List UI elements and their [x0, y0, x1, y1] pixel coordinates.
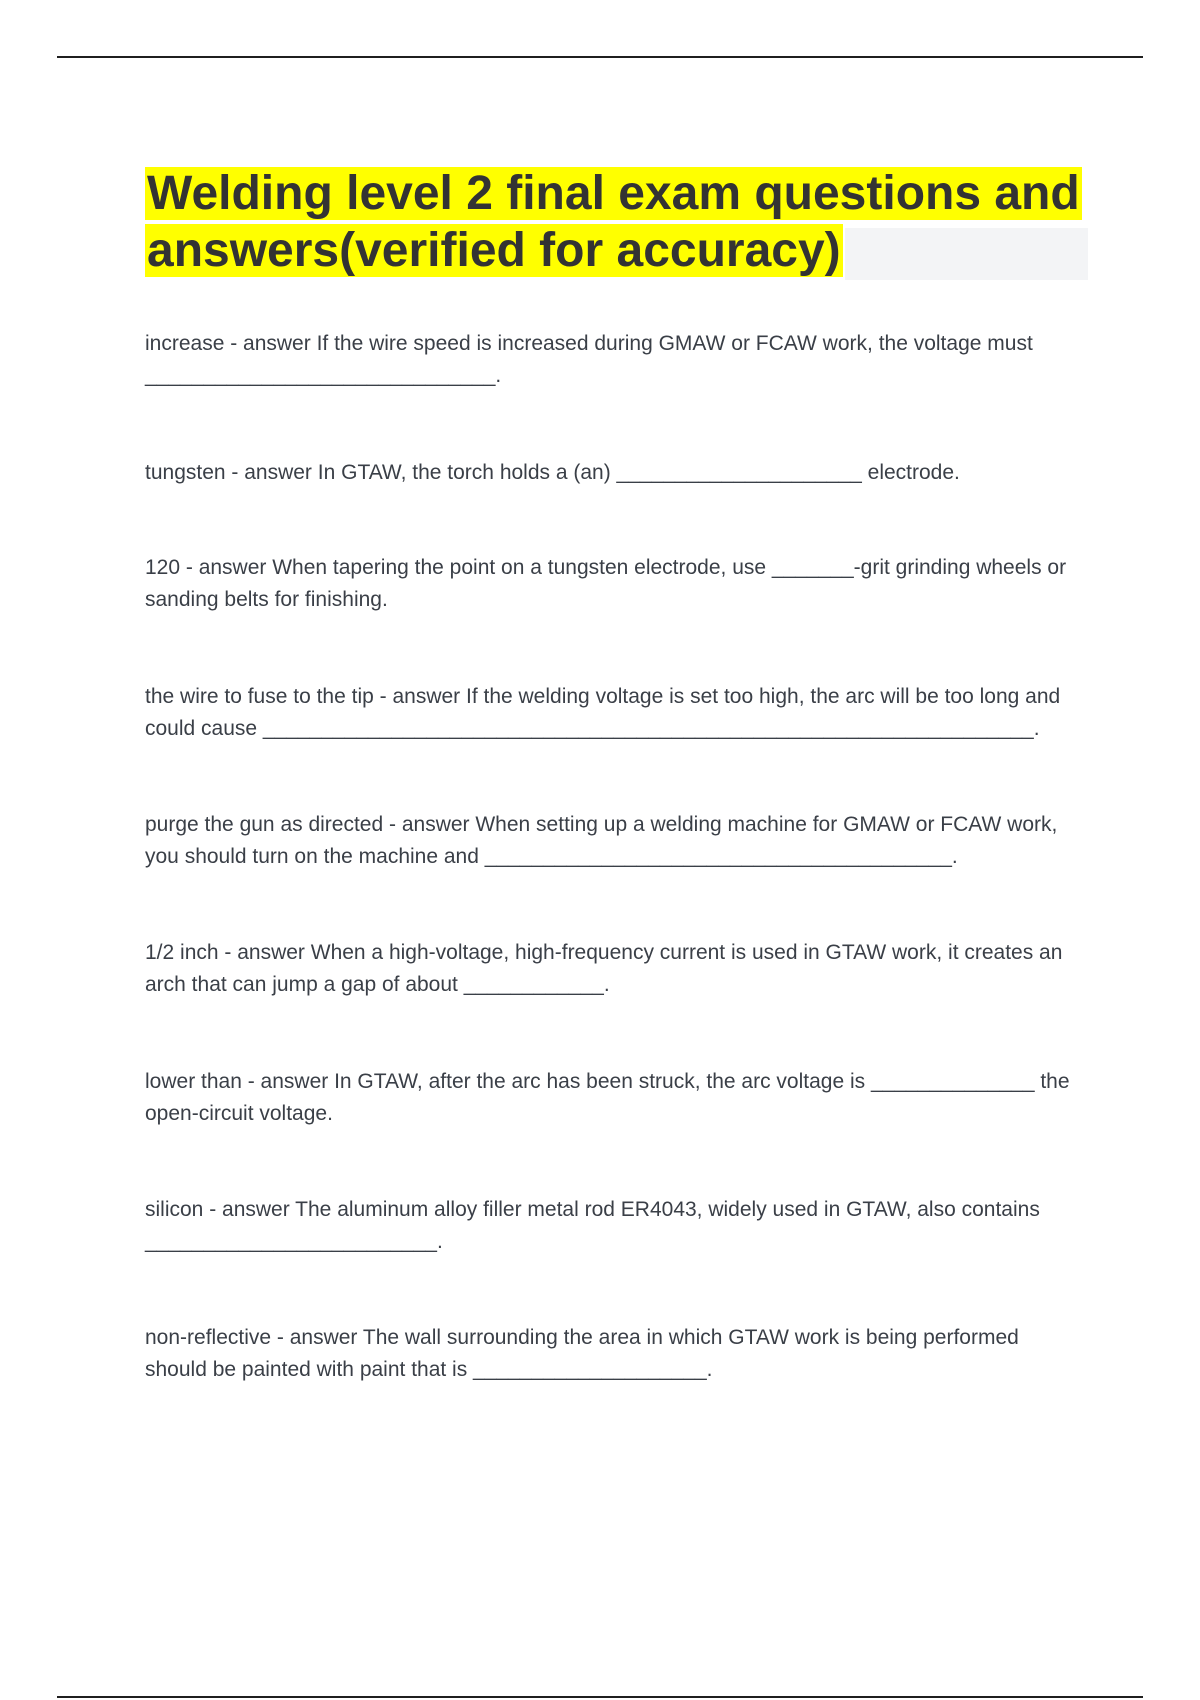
qa-item-9: [145, 1322, 1085, 1386]
qa-item-4: [145, 681, 1085, 745]
qa-item-text: 1/2 inch - answer When a high-voltage, high-frequency current is used in GTAW work, it creates an arch that can jump a gap of about ____________.: [145, 941, 1069, 996]
qa-item-2: [145, 457, 1085, 489]
footer-rule: [57, 1696, 1143, 1698]
qa-item-text: tungsten - answer In GTAW, the torch holds a (an) _____________________ electrode.: [145, 461, 960, 484]
qa-item-text: lower than - answer In GTAW, after the arc has been struck, the arc voltage is ______________ the open-circuit voltage.: [145, 1070, 1076, 1125]
qa-item-text: purge the gun as directed - answer When setting up a welding machine for GMAW or FCAW work, you should turn on the machine and ________________________________________.: [145, 813, 1064, 868]
qa-item-5: [145, 809, 1085, 873]
qa-item-text: the wire to fuse to the tip - answer If the welding voltage is set too high, the arc will be too long and could cause __________________________________________________________________.: [145, 685, 1067, 740]
qa-item-1: [145, 328, 1085, 392]
qa-item-text: silicon - answer The aluminum alloy filler metal rod ER4043, widely used in GTAW, also contains _________________________.: [145, 1198, 1046, 1253]
qa-item-3: [145, 552, 1085, 616]
qa-item-text: 120 - answer When tapering the point on a tungsten electrode, use _______-grit grinding wheels or sanding belts for finishing.: [145, 556, 1072, 611]
qa-item-text: non-reflective - answer The wall surrounding the area in which GTAW work is being performed should be painted with paint that is ____________________.: [145, 1326, 1025, 1381]
qa-item-text: increase - answer If the wire speed is increased during GMAW or FCAW work, the voltage must ______________________________.: [145, 332, 1039, 387]
header-rule: [57, 56, 1143, 58]
qa-item-7: [145, 1066, 1085, 1130]
qa-item-8: [145, 1194, 1085, 1258]
document-title-text: Welding level 2 final exam questions and answers(verified for accuracy): [147, 167, 1080, 277]
document-title: [145, 165, 1090, 279]
qa-item-6: [145, 937, 1085, 1001]
